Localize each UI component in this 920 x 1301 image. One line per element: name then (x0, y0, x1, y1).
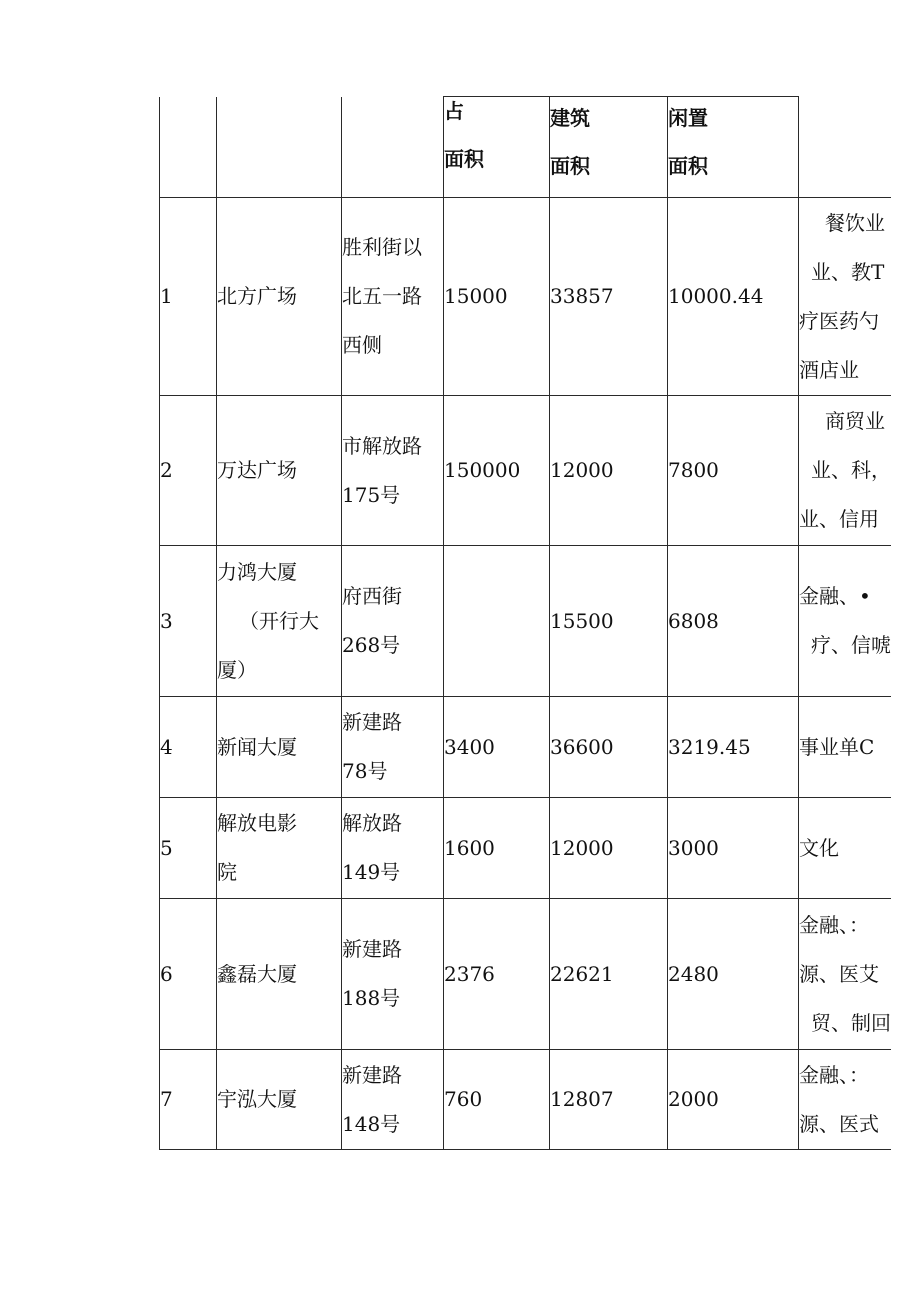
property-address (342, 798, 444, 899)
header-idle-area-line-1: 闲置 (668, 106, 708, 130)
table-row (160, 396, 891, 546)
row-index: 3 (160, 546, 217, 697)
usage-description-line: 金融、• (799, 584, 871, 608)
land-area-value (444, 546, 550, 697)
property-name-line: 力鸿大厦 (217, 559, 297, 584)
usage-description-line: 金融、： (799, 912, 869, 937)
property-address-line: 新建路 (342, 710, 402, 734)
table-row (160, 546, 891, 697)
usage-description-line: 酒店业 (799, 357, 859, 382)
property-address-line: 188号 (342, 986, 401, 1010)
usage-description-line: 事业单C (799, 734, 875, 759)
row-index: 7 (160, 1050, 217, 1150)
property-name-line: 北方广场 (217, 284, 297, 308)
property-address-line: 北五一路 (342, 284, 422, 308)
property-address (342, 396, 444, 546)
property-address-line: 78号 (342, 759, 388, 783)
usage-description (799, 1050, 891, 1150)
header-cell-name (217, 97, 342, 198)
property-address (342, 899, 444, 1050)
usage-description-line: 源、医艾 (799, 961, 879, 986)
row-index: 6 (160, 899, 217, 1050)
land-area-value: 150000 (444, 396, 550, 546)
usage-description (799, 546, 891, 697)
property-name (217, 396, 342, 546)
building-area-value: 12807 (550, 1050, 668, 1150)
usage-description (799, 396, 891, 546)
header-cell-idle-area (668, 97, 799, 198)
idle-area-value: 6808 (668, 546, 799, 697)
property-address-line: 新建路 (342, 1062, 402, 1087)
property-name-line: 解放电影 (217, 811, 297, 835)
idle-area-value: 10000.44 (668, 198, 799, 396)
header-cell-address (342, 97, 444, 198)
property-name (217, 546, 342, 697)
header-cell-usage (799, 97, 891, 198)
property-name (217, 1050, 342, 1150)
header-building-area-line-2: 面积 (550, 154, 590, 178)
property-address-line: 市解放路 (342, 433, 422, 458)
property-address (342, 1050, 444, 1150)
property-name-line: 万达广场 (217, 458, 297, 482)
header-cell-land-area (444, 97, 550, 198)
land-area-value: 15000 (444, 198, 550, 396)
property-address (342, 697, 444, 798)
usage-description (799, 899, 891, 1050)
building-area-value: 15500 (550, 546, 668, 697)
property-address-line: 175号 (342, 482, 401, 507)
table-row (160, 798, 891, 899)
property-address-line: 胜利街以 (342, 235, 422, 259)
property-name (217, 798, 342, 899)
land-area-value: 1600 (444, 798, 550, 899)
property-address-line: 268号 (342, 633, 401, 657)
property-name (217, 899, 342, 1050)
header-land-area-line-1: 占 (444, 99, 464, 123)
property-address-line: 148号 (342, 1111, 401, 1136)
building-area-value: 12000 (550, 396, 668, 546)
land-area-value: 2376 (444, 899, 550, 1050)
usage-description-line: 源、医式 (799, 1111, 879, 1136)
property-address (342, 198, 444, 396)
property-address-line: 府西街 (342, 584, 402, 608)
table-row (160, 198, 891, 396)
property-name-line: 宇泓大厦 (217, 1087, 297, 1111)
property-name-line: 鑫磊大厦 (217, 961, 297, 986)
idle-area-value: 7800 (668, 396, 799, 546)
property-name-line: 厦） (217, 657, 257, 682)
row-index: 4 (160, 697, 217, 798)
usage-description-line: 疗医药勺 (799, 308, 879, 333)
building-area-value: 36600 (550, 697, 668, 798)
property-address-line: 149号 (342, 860, 401, 884)
property-address (342, 546, 444, 697)
header-building-area-line-1: 建筑 (550, 106, 590, 130)
property-name-line: 新闻大厦 (217, 734, 297, 759)
row-index: 1 (160, 198, 217, 396)
idle-area-value: 2480 (668, 899, 799, 1050)
usage-description-line: 商贸业 (825, 409, 885, 433)
building-area-value: 33857 (550, 198, 668, 396)
idle-area-value: 2000 (668, 1050, 799, 1150)
usage-description-line: 业、教T (811, 259, 885, 284)
building-area-value: 22621 (550, 899, 668, 1050)
property-table (159, 96, 891, 1150)
property-address-line: 新建路 (342, 937, 402, 961)
property-name (217, 198, 342, 396)
usage-description-line: 业、信用 (799, 507, 879, 531)
property-name (217, 697, 342, 798)
header-cell-index (160, 97, 217, 198)
table-row (160, 697, 891, 798)
usage-description-line: 业、科， (811, 458, 891, 482)
property-address-line: 解放路 (342, 811, 402, 835)
row-index: 5 (160, 798, 217, 899)
land-area-value: 760 (444, 1050, 550, 1150)
usage-description-line: 贸、制回 (811, 1010, 891, 1035)
table-row (160, 1050, 891, 1150)
usage-description-line: 金融、： (799, 1062, 869, 1087)
usage-description (799, 697, 891, 798)
idle-area-value: 3000 (668, 798, 799, 899)
land-area-value: 3400 (444, 697, 550, 798)
property-name-line: 院 (217, 860, 237, 884)
usage-description-line: 文化 (799, 835, 839, 860)
building-area-value: 12000 (550, 798, 668, 899)
header-land-area-line-2: 面积 (444, 147, 484, 171)
header-cell-building-area (550, 97, 668, 198)
usage-description (799, 798, 891, 899)
property-address-line: 西侧 (342, 333, 382, 357)
idle-area-value: 3219.45 (668, 697, 799, 798)
header-idle-area-line-2: 面积 (668, 154, 708, 178)
table-row (160, 899, 891, 1050)
property-name-line: （开行大 (239, 608, 319, 633)
usage-description-line: 餐饮业 (825, 210, 885, 235)
usage-description (799, 198, 891, 396)
row-index: 2 (160, 396, 217, 546)
usage-description-line: 疗、信唬 (811, 633, 891, 657)
table-header-row (160, 97, 891, 198)
